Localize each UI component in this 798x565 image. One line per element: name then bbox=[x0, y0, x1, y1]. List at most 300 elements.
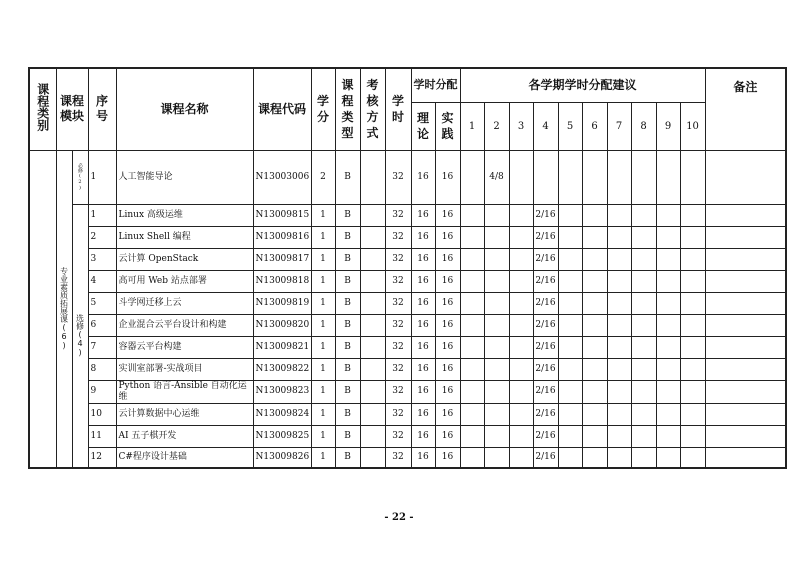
hours-cell: 32 bbox=[385, 380, 411, 403]
sem-cell: 2/16 bbox=[533, 248, 558, 270]
exam-cell bbox=[360, 380, 385, 403]
header-practice bbox=[435, 102, 460, 150]
hours-cell: 32 bbox=[385, 447, 411, 468]
credit-cell: 1 bbox=[311, 270, 335, 292]
sem-cell bbox=[460, 270, 484, 292]
header-module bbox=[56, 68, 88, 150]
course-table-body bbox=[29, 150, 786, 468]
sem-cell bbox=[631, 204, 656, 226]
header-category-label: 课程类别 bbox=[35, 83, 50, 132]
type-cell: B bbox=[335, 314, 360, 336]
theory-cell: 16 bbox=[411, 314, 435, 336]
course-code-cell: N13009821 bbox=[253, 336, 311, 358]
credit-cell: 1 bbox=[311, 336, 335, 358]
course-code-cell: N13009826 bbox=[253, 447, 311, 468]
table-row bbox=[29, 292, 786, 314]
sem-cell bbox=[680, 380, 705, 403]
course-name-cell: 实训室部署-实战项目 bbox=[116, 358, 253, 380]
course-name-cell: 云计算数据中心运维 bbox=[116, 403, 253, 425]
sem-cell bbox=[680, 226, 705, 248]
sem-cell bbox=[680, 270, 705, 292]
course-code-cell: N13009824 bbox=[253, 403, 311, 425]
sem-cell bbox=[484, 248, 509, 270]
remarks-cell bbox=[705, 226, 786, 248]
credit-cell: 1 bbox=[311, 248, 335, 270]
course-name-cell: 云计算 OpenStack bbox=[116, 248, 253, 270]
type-cell: B bbox=[335, 226, 360, 248]
practice-cell: 16 bbox=[435, 292, 460, 314]
sem-cell bbox=[631, 336, 656, 358]
exam-cell bbox=[360, 270, 385, 292]
category-cell bbox=[29, 150, 56, 468]
header-module-label: 课程模块 bbox=[59, 94, 84, 124]
header-hours-alloc: 学时分配 bbox=[411, 68, 460, 102]
practice-cell: 16 bbox=[435, 336, 460, 358]
sem-cell bbox=[484, 270, 509, 292]
header-sem-10: 10 bbox=[680, 102, 705, 150]
practice-cell: 16 bbox=[435, 380, 460, 403]
sem-cell bbox=[680, 358, 705, 380]
sem-cell bbox=[631, 314, 656, 336]
sem-cell bbox=[656, 292, 680, 314]
table-row bbox=[29, 270, 786, 292]
course-name-cell: 高可用 Web 站点部署 bbox=[116, 270, 253, 292]
seq-cell: 4 bbox=[88, 270, 116, 292]
remarks-cell bbox=[705, 380, 786, 403]
sem-cell bbox=[582, 150, 607, 204]
sem-cell bbox=[509, 358, 533, 380]
required-block-cell bbox=[72, 150, 88, 204]
header-name: 课程名称 bbox=[116, 68, 253, 150]
sem-cell bbox=[680, 150, 705, 204]
sem-cell bbox=[607, 226, 631, 248]
seq-cell: 7 bbox=[88, 336, 116, 358]
sem-cell bbox=[484, 403, 509, 425]
header-sem-1: 1 bbox=[460, 102, 484, 150]
exam-cell bbox=[360, 425, 385, 447]
sem-cell bbox=[582, 226, 607, 248]
remarks-cell bbox=[705, 248, 786, 270]
seq-cell: 10 bbox=[88, 403, 116, 425]
sem-cell bbox=[558, 447, 582, 468]
remarks-cell bbox=[705, 403, 786, 425]
header-sem-5: 5 bbox=[558, 102, 582, 150]
header-seq bbox=[88, 68, 116, 150]
sem-cell bbox=[484, 358, 509, 380]
sem-cell bbox=[631, 248, 656, 270]
type-cell: B bbox=[335, 358, 360, 380]
practice-cell: 16 bbox=[435, 204, 460, 226]
remarks-cell bbox=[705, 292, 786, 314]
header-sem-4: 4 bbox=[533, 102, 558, 150]
type-cell: B bbox=[335, 403, 360, 425]
group-label: 专业素质拓展课(6) bbox=[59, 267, 69, 351]
sem-cell bbox=[558, 204, 582, 226]
header-sem-8: 8 bbox=[631, 102, 656, 150]
sem-cell bbox=[680, 248, 705, 270]
sem-cell bbox=[460, 292, 484, 314]
table-row bbox=[29, 314, 786, 336]
theory-cell: 16 bbox=[411, 270, 435, 292]
table-row bbox=[29, 447, 786, 468]
sem-cell bbox=[509, 314, 533, 336]
hours-cell: 32 bbox=[385, 314, 411, 336]
sem-cell bbox=[656, 204, 680, 226]
sem-cell bbox=[680, 314, 705, 336]
sem-cell bbox=[460, 150, 484, 204]
credit-cell: 1 bbox=[311, 425, 335, 447]
header-hours bbox=[385, 68, 411, 150]
hours-cell: 32 bbox=[385, 336, 411, 358]
sem-cell bbox=[680, 403, 705, 425]
seq-cell: 1 bbox=[88, 204, 116, 226]
hours-cell: 32 bbox=[385, 226, 411, 248]
sem-cell bbox=[582, 403, 607, 425]
sem-cell bbox=[558, 150, 582, 204]
type-cell: B bbox=[335, 248, 360, 270]
sem-cell bbox=[607, 336, 631, 358]
sem-cell bbox=[509, 204, 533, 226]
sem-cell bbox=[509, 447, 533, 468]
exam-cell bbox=[360, 292, 385, 314]
exam-cell bbox=[360, 204, 385, 226]
sem-cell bbox=[484, 425, 509, 447]
sem-cell bbox=[656, 150, 680, 204]
elective-block-label: 选修(4) bbox=[75, 314, 85, 358]
credit-cell: 1 bbox=[311, 292, 335, 314]
type-cell: B bbox=[335, 204, 360, 226]
type-cell: B bbox=[335, 270, 360, 292]
practice-cell: 16 bbox=[435, 248, 460, 270]
remarks-cell bbox=[705, 150, 786, 204]
sem-cell bbox=[656, 248, 680, 270]
seq-cell: 3 bbox=[88, 248, 116, 270]
sem-cell bbox=[582, 314, 607, 336]
sem-cell bbox=[631, 380, 656, 403]
sem-cell bbox=[656, 403, 680, 425]
sem-cell: 2/16 bbox=[533, 314, 558, 336]
course-plan-table bbox=[28, 67, 787, 469]
sem-cell bbox=[558, 425, 582, 447]
sem-cell bbox=[460, 226, 484, 248]
sem-cell bbox=[484, 314, 509, 336]
hours-cell: 32 bbox=[385, 204, 411, 226]
course-code-cell: N13009816 bbox=[253, 226, 311, 248]
theory-cell: 16 bbox=[411, 292, 435, 314]
sem-cell bbox=[582, 380, 607, 403]
sem-cell bbox=[631, 358, 656, 380]
header-type bbox=[335, 68, 360, 150]
course-code-cell: N13009823 bbox=[253, 380, 311, 403]
course-code-cell: N13009825 bbox=[253, 425, 311, 447]
theory-cell: 16 bbox=[411, 358, 435, 380]
theory-cell: 16 bbox=[411, 403, 435, 425]
sem-cell bbox=[484, 336, 509, 358]
sem-cell bbox=[656, 358, 680, 380]
practice-cell: 16 bbox=[435, 314, 460, 336]
sem-cell bbox=[631, 150, 656, 204]
header-exam-label: 考核方式 bbox=[366, 78, 379, 141]
course-name-cell: Python 语言-Ansible 自动化运维 bbox=[116, 380, 253, 403]
sem-cell bbox=[582, 292, 607, 314]
theory-cell: 16 bbox=[411, 447, 435, 468]
practice-cell: 16 bbox=[435, 226, 460, 248]
credit-cell: 1 bbox=[311, 403, 335, 425]
exam-cell bbox=[360, 403, 385, 425]
hours-cell: 32 bbox=[385, 358, 411, 380]
sem-cell bbox=[680, 336, 705, 358]
sem-cell bbox=[582, 358, 607, 380]
hours-cell: 32 bbox=[385, 248, 411, 270]
remarks-cell bbox=[705, 270, 786, 292]
sem-cell: 2/16 bbox=[533, 380, 558, 403]
sem-cell bbox=[656, 380, 680, 403]
elective-block-cell bbox=[72, 204, 88, 468]
course-code-cell: N13009822 bbox=[253, 358, 311, 380]
sem-cell bbox=[656, 270, 680, 292]
sem-cell bbox=[656, 314, 680, 336]
table-row bbox=[29, 248, 786, 270]
header-credit-label: 学分 bbox=[316, 94, 329, 125]
sem-cell: 2/16 bbox=[533, 403, 558, 425]
sem-cell bbox=[509, 248, 533, 270]
theory-cell: 16 bbox=[411, 425, 435, 447]
sem-cell bbox=[558, 248, 582, 270]
sem-cell bbox=[631, 226, 656, 248]
sem-cell bbox=[607, 425, 631, 447]
sem-cell: 2/16 bbox=[533, 270, 558, 292]
practice-cell: 16 bbox=[435, 403, 460, 425]
header-sem-6: 6 bbox=[582, 102, 607, 150]
credit-cell: 1 bbox=[311, 314, 335, 336]
seq-cell: 6 bbox=[88, 314, 116, 336]
course-name-cell: 斗学网迁移上云 bbox=[116, 292, 253, 314]
practice-cell: 16 bbox=[435, 150, 460, 204]
page-number: - 22 - bbox=[384, 512, 414, 523]
sem-cell bbox=[533, 150, 558, 204]
seq-cell: 12 bbox=[88, 447, 116, 468]
sem-cell bbox=[680, 425, 705, 447]
theory-cell: 16 bbox=[411, 204, 435, 226]
sem-cell: 2/16 bbox=[533, 292, 558, 314]
credit-cell: 1 bbox=[311, 358, 335, 380]
header-credit bbox=[311, 68, 335, 150]
exam-cell bbox=[360, 226, 385, 248]
table-row bbox=[29, 425, 786, 447]
course-code-cell: N13009815 bbox=[253, 204, 311, 226]
seq-cell: 8 bbox=[88, 358, 116, 380]
seq-cell: 1 bbox=[88, 150, 116, 204]
seq-cell: 9 bbox=[88, 380, 116, 403]
sem-cell bbox=[558, 358, 582, 380]
sem-cell bbox=[558, 403, 582, 425]
sem-cell bbox=[582, 204, 607, 226]
exam-cell bbox=[360, 314, 385, 336]
remarks-cell bbox=[705, 425, 786, 447]
credit-cell: 1 bbox=[311, 226, 335, 248]
sem-cell bbox=[558, 226, 582, 248]
sem-cell: 2/16 bbox=[533, 204, 558, 226]
hours-cell: 32 bbox=[385, 403, 411, 425]
sem-cell bbox=[509, 270, 533, 292]
sem-cell bbox=[558, 270, 582, 292]
sem-cell bbox=[631, 425, 656, 447]
course-name-cell: 人工智能导论 bbox=[116, 150, 253, 204]
hours-cell: 32 bbox=[385, 270, 411, 292]
remarks-cell bbox=[705, 447, 786, 468]
sem-cell bbox=[460, 336, 484, 358]
sem-cell bbox=[558, 380, 582, 403]
remarks-cell bbox=[705, 314, 786, 336]
type-cell: B bbox=[335, 380, 360, 403]
theory-cell: 16 bbox=[411, 226, 435, 248]
credit-cell: 2 bbox=[311, 150, 335, 204]
sem-cell bbox=[460, 447, 484, 468]
sem-cell bbox=[484, 204, 509, 226]
exam-cell bbox=[360, 336, 385, 358]
sem-cell bbox=[460, 204, 484, 226]
header-hours-label: 学时 bbox=[391, 94, 404, 125]
type-cell: B bbox=[335, 150, 360, 204]
practice-cell: 16 bbox=[435, 270, 460, 292]
hours-cell: 32 bbox=[385, 292, 411, 314]
exam-cell bbox=[360, 358, 385, 380]
sem-cell: 2/16 bbox=[533, 447, 558, 468]
sem-cell bbox=[509, 380, 533, 403]
credit-cell: 1 bbox=[311, 380, 335, 403]
sem-cell: 2/16 bbox=[533, 336, 558, 358]
remarks-cell bbox=[705, 336, 786, 358]
header-code: 课程代码 bbox=[253, 68, 311, 150]
sem-cell bbox=[607, 248, 631, 270]
sem-cell bbox=[582, 248, 607, 270]
course-code-cell: N13009819 bbox=[253, 292, 311, 314]
sem-cell bbox=[509, 150, 533, 204]
credit-cell: 1 bbox=[311, 447, 335, 468]
sem-cell bbox=[582, 336, 607, 358]
header-seq-label: 序号 bbox=[95, 94, 108, 124]
hours-cell: 32 bbox=[385, 150, 411, 204]
sem-cell bbox=[607, 314, 631, 336]
sem-cell bbox=[656, 425, 680, 447]
sem-cell bbox=[509, 336, 533, 358]
table-row bbox=[29, 380, 786, 403]
header-semester-alloc: 各学期学时分配建议 bbox=[460, 68, 705, 102]
course-name-cell: Linux 高级运维 bbox=[116, 204, 253, 226]
course-code-cell: N13009820 bbox=[253, 314, 311, 336]
seq-cell: 2 bbox=[88, 226, 116, 248]
theory-cell: 16 bbox=[411, 336, 435, 358]
sem-cell: 2/16 bbox=[533, 358, 558, 380]
sem-cell bbox=[607, 380, 631, 403]
sem-cell bbox=[460, 403, 484, 425]
sem-cell: 2/16 bbox=[533, 425, 558, 447]
sem-cell bbox=[607, 150, 631, 204]
sem-cell bbox=[460, 380, 484, 403]
practice-cell: 16 bbox=[435, 425, 460, 447]
sem-cell bbox=[582, 447, 607, 468]
header-type-label: 课程类型 bbox=[341, 78, 354, 141]
sem-cell bbox=[607, 270, 631, 292]
sem-cell bbox=[460, 248, 484, 270]
sem-cell: 4/8 bbox=[484, 150, 509, 204]
course-code-cell: N13009818 bbox=[253, 270, 311, 292]
remarks-cell bbox=[705, 358, 786, 380]
sem-cell bbox=[607, 292, 631, 314]
required-block-label: 必修(2) bbox=[77, 163, 83, 191]
sem-cell bbox=[484, 447, 509, 468]
header-sem-3: 3 bbox=[509, 102, 533, 150]
practice-cell: 16 bbox=[435, 358, 460, 380]
group-label-cell bbox=[56, 150, 72, 468]
remarks-cell bbox=[705, 204, 786, 226]
sem-cell bbox=[656, 226, 680, 248]
course-code-cell: N13009817 bbox=[253, 248, 311, 270]
sem-cell bbox=[484, 380, 509, 403]
header-category bbox=[29, 68, 56, 150]
sem-cell bbox=[631, 403, 656, 425]
theory-cell: 16 bbox=[411, 248, 435, 270]
sem-cell bbox=[631, 270, 656, 292]
sem-cell bbox=[558, 314, 582, 336]
table-row bbox=[29, 150, 786, 204]
sem-cell bbox=[558, 292, 582, 314]
sem-cell bbox=[509, 425, 533, 447]
sem-cell bbox=[460, 314, 484, 336]
sem-cell bbox=[509, 403, 533, 425]
course-name-cell: C#程序设计基础 bbox=[116, 447, 253, 468]
table-row bbox=[29, 226, 786, 248]
exam-cell bbox=[360, 447, 385, 468]
sem-cell bbox=[582, 270, 607, 292]
sem-cell: 2/16 bbox=[533, 226, 558, 248]
course-name-cell: 企业混合云平台设计和构建 bbox=[116, 314, 253, 336]
table-row bbox=[29, 204, 786, 226]
sem-cell bbox=[460, 358, 484, 380]
sem-cell bbox=[607, 204, 631, 226]
course-name-cell: Linux Shell 编程 bbox=[116, 226, 253, 248]
header-theory bbox=[411, 102, 435, 150]
practice-cell: 16 bbox=[435, 447, 460, 468]
table-row bbox=[29, 358, 786, 380]
sem-cell bbox=[607, 358, 631, 380]
sem-cell bbox=[484, 226, 509, 248]
theory-cell: 16 bbox=[411, 380, 435, 403]
header-theory-label: 理论 bbox=[416, 111, 429, 141]
header-sem-9: 9 bbox=[656, 102, 680, 150]
sem-cell bbox=[631, 447, 656, 468]
course-code-cell: N13003006 bbox=[253, 150, 311, 204]
header-remarks: 备注 bbox=[705, 68, 786, 150]
credit-cell: 1 bbox=[311, 204, 335, 226]
type-cell: B bbox=[335, 425, 360, 447]
type-cell: B bbox=[335, 336, 360, 358]
seq-cell: 5 bbox=[88, 292, 116, 314]
course-name-cell: 容器云平台构建 bbox=[116, 336, 253, 358]
sem-cell bbox=[680, 447, 705, 468]
table-row bbox=[29, 403, 786, 425]
sem-cell bbox=[509, 226, 533, 248]
type-cell: B bbox=[335, 292, 360, 314]
theory-cell: 16 bbox=[411, 150, 435, 204]
sem-cell bbox=[680, 204, 705, 226]
sem-cell bbox=[484, 292, 509, 314]
exam-cell bbox=[360, 248, 385, 270]
exam-cell bbox=[360, 150, 385, 204]
header-practice-label: 实践 bbox=[441, 111, 454, 141]
sem-cell bbox=[582, 425, 607, 447]
table-row bbox=[29, 336, 786, 358]
